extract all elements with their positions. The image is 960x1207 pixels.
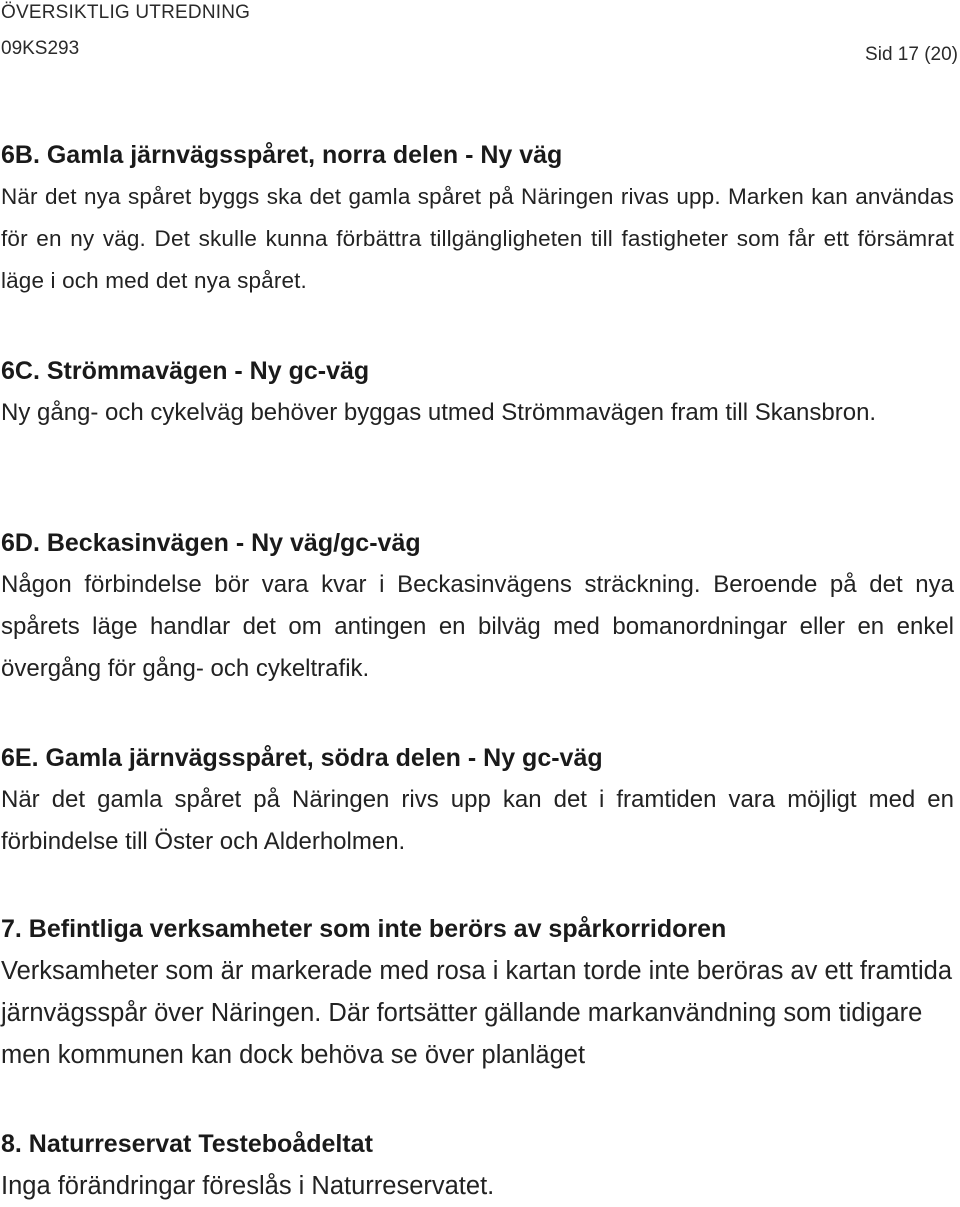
section-6e	[1, 737, 954, 863]
section-body: När det gamla spåret på Näringen rivs upp kan det i framtiden vara möjligt med en förbindelse till Öster och Alderholmen.	[1, 786, 954, 855]
section-8	[1, 1123, 954, 1207]
section-body: Verksamheter som är markerade med rosa i kartan torde inte beröras av ett framtida järnvägsspår över Näringen. Där fortsätter gällande markanvändning som tidigare men kommunen kan dock behöva se över planläget	[1, 957, 952, 1069]
section-heading: 8. Naturreservat Testeboådeltat	[1, 1130, 373, 1158]
page-number: Sid 17 (20)	[865, 44, 958, 65]
section-body: När det nya spåret byggs ska det gamla spåret på Näringen rivas upp. Marken kan användas för en ny väg. Det skulle kunna förbättra tillgängligheten till fastigheter som får ett försämrat läge i och med det nya spåret.	[1, 184, 954, 293]
section-body: Inga förändringar föreslås i Naturreservatet.	[1, 1172, 495, 1200]
section-heading: 6D. Beckasinvägen - Ny väg/gc-väg	[1, 529, 421, 557]
section-6c	[1, 350, 954, 434]
document-title: ÖVERSIKTLIG UTREDNING	[1, 2, 251, 23]
section-body: Ny gång- och cykelväg behöver byggas utmed Strömmavägen fram till Skansbron.	[1, 399, 877, 426]
section-heading: 6E. Gamla järnvägsspåret, södra delen - Ny gc-väg	[1, 744, 603, 772]
section-heading: 6C. Strömmavägen - Ny gc-väg	[1, 357, 370, 385]
section-6d	[1, 522, 954, 690]
section-7	[1, 908, 954, 1076]
section-6b	[1, 134, 954, 302]
document-code: 09KS293	[1, 38, 80, 59]
section-heading: 6B. Gamla järnvägsspåret, norra delen - Ny väg	[1, 141, 563, 169]
section-heading: 7. Befintliga verksamheter som inte berörs av spårkorridoren	[1, 915, 727, 943]
section-body: Någon förbindelse bör vara kvar i Beckasinvägens sträckning. Beroende på det nya spårets läge handlar det om antingen en bilväg med bomanordningar eller en enkel övergång för gång- och cykeltrafik.	[1, 571, 954, 682]
